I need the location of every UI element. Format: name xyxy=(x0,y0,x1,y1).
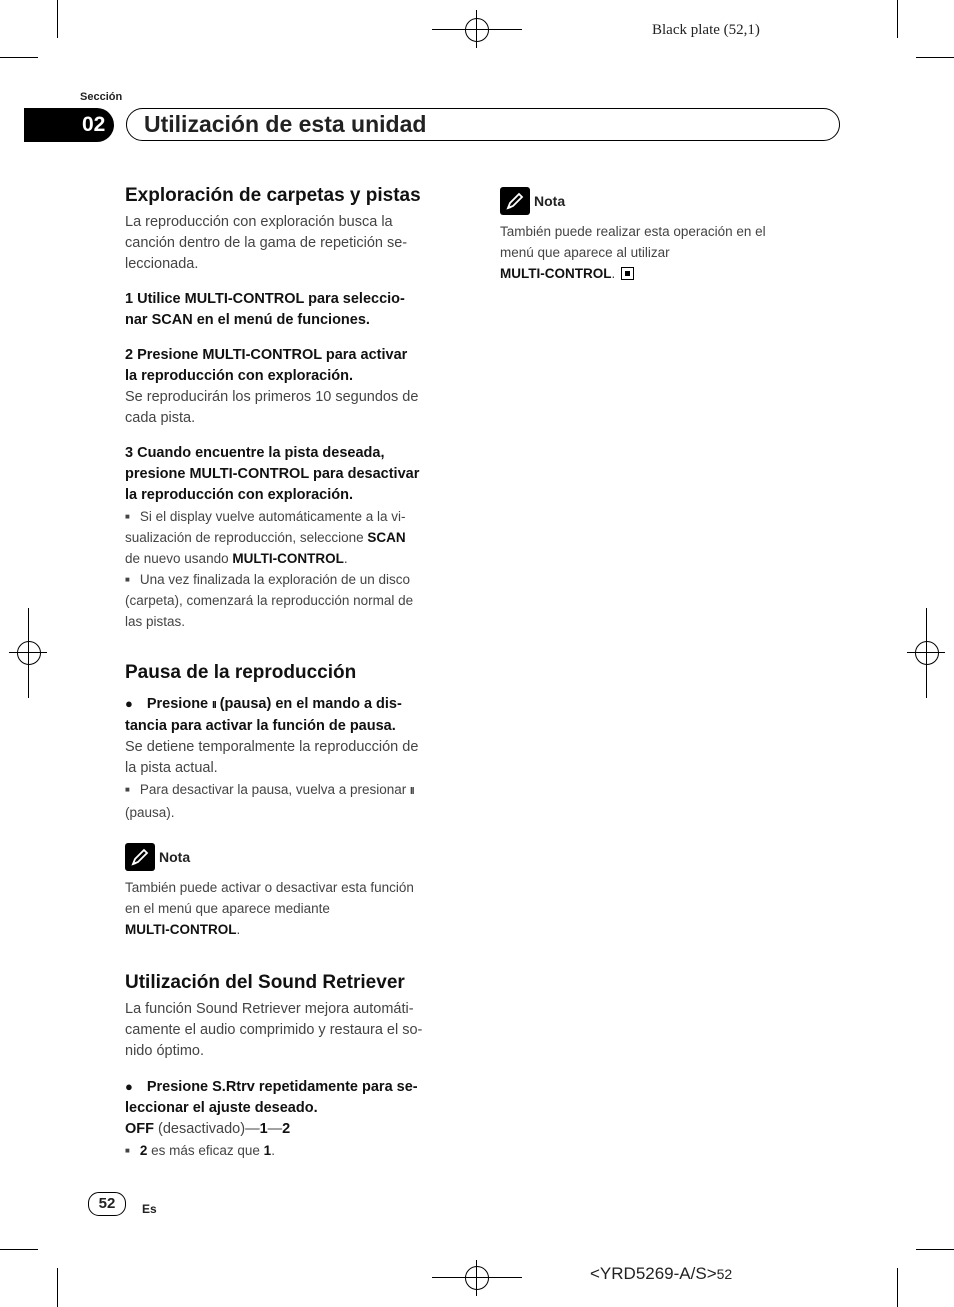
pencil-note-icon xyxy=(125,843,155,871)
intro-paragraph: La reproducción con exploración busca la canción dentro de la gama de repetición se- leccionada. xyxy=(125,214,408,272)
sr-bullet: ■ 2 es más eficaz que 1. xyxy=(125,1140,470,1161)
crop-mark xyxy=(916,1249,954,1250)
step-2: 2 Presione MULTI-CONTROL para activar la reproducción con exploración. xyxy=(125,347,408,384)
bullet-disc: ■ Una vez finalizada la exploración de un disco (carpeta), comenzará la reproducción normal de las pistas. xyxy=(125,569,470,632)
step-1: 1 Utilice MULTI-CONTROL para seleccio- nar SCAN en el menú de funciones. xyxy=(125,291,405,328)
heading-pausa: Pausa de la reproducción xyxy=(125,662,357,683)
pause-bullet: ■ Para desactivar la pausa, vuelva a presionar II (pausa). xyxy=(125,779,470,823)
nota-text: También puede activar o desactivar esta función en el menú que aparece mediante MULTI-CONTROL. xyxy=(125,880,414,937)
section-number: 02 xyxy=(24,108,114,142)
nota-header: Nota xyxy=(500,187,820,215)
crop-mark xyxy=(0,1249,38,1250)
pause-icon: II xyxy=(410,786,414,797)
step-3: 3 Cuando encuentre la pista deseada, presione MULTI-CONTROL para desactivar la reproducción con exploración. xyxy=(125,445,420,503)
crop-mark xyxy=(0,57,38,58)
registration-mark-icon xyxy=(465,18,489,42)
left-column xyxy=(125,184,470,1161)
crop-mark xyxy=(897,1268,898,1307)
pencil-note-icon xyxy=(500,187,530,215)
crop-mark xyxy=(57,0,58,38)
pause-step: ● Presione II (pausa) en el mando a dis- tancia para activar la función de pausa. xyxy=(125,693,470,737)
pause-text: Se detiene temporalmente la reproducción de la pista actual. xyxy=(125,739,419,776)
registration-mark-icon xyxy=(915,641,939,665)
crop-mark xyxy=(897,0,898,38)
heading-exploracion: Exploración de carpetas y pistas xyxy=(125,185,421,206)
section-label: Sección xyxy=(80,91,123,103)
sr-options: OFF (desactivado)—1—2 xyxy=(125,1121,291,1137)
step-2-text: Se reproducirán los primeros 10 segundos de cada pista. xyxy=(125,389,419,426)
plate-label: Black plate (52,1) xyxy=(652,22,760,38)
page-number: 52 xyxy=(88,1192,126,1216)
section-title: Utilización de esta unidad xyxy=(126,108,840,141)
registration-mark-icon xyxy=(465,1266,489,1290)
document-code: <YRD5269-A/S>52 xyxy=(590,1264,733,1283)
sr-step: ● Presione S.Rtrv repetidamente para se- leccionar el ajuste deseado. xyxy=(125,1076,470,1119)
bullet-scan: ■ Si el display vuelve automáticamente a la vi- sualización de reproducción, seleccione SCAN de nuevo usando MULTI-CONTROL. xyxy=(125,506,470,569)
end-mark-icon xyxy=(621,267,634,280)
sr-intro: La función Sound Retriever mejora automáti- camente el audio comprimido y restaura el so- nido óptimo. xyxy=(125,1001,423,1059)
heading-sound-retriever: Utilización del Sound Retriever xyxy=(125,972,405,993)
right-column xyxy=(500,187,820,284)
right-nota-text: También puede realizar esta operación en el menú que aparece al utilizar MULTI-CONTROL. xyxy=(500,224,766,281)
nota-header: Nota xyxy=(125,843,470,871)
language-code: Es xyxy=(142,1202,157,1216)
crop-mark xyxy=(916,57,954,58)
pause-icon: II xyxy=(212,700,216,711)
registration-mark-icon xyxy=(17,641,41,665)
crop-mark xyxy=(57,1268,58,1307)
